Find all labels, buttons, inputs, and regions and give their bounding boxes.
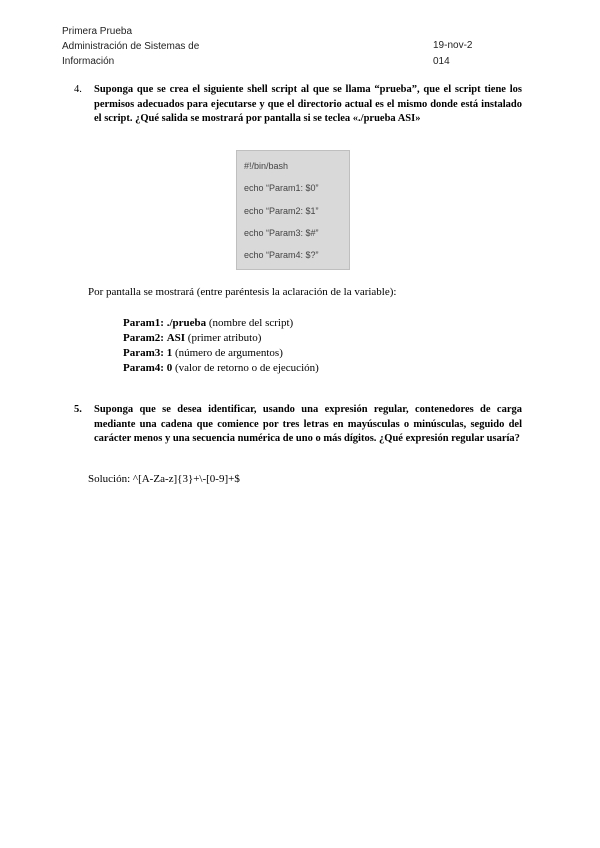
question-4-text: Suponga que se crea el siguiente shell script al que se llama “prueba”, que el script tiene los permisos adecuados para ejecutarse y que el directorio actual es el mismo donde está instalado el script. ¿Qué salida se mostrará por pantalla si se teclea «./prueba ASI» <box>94 84 522 124</box>
header-date: 19-nov-2 <box>433 40 473 51</box>
param-value: ASI <box>166 332 186 344</box>
answer-param1 <box>123 316 293 330</box>
code-line: echo “Param4: $?” <box>244 250 319 260</box>
code-line: echo “Param3: $#” <box>244 228 319 238</box>
param-note: (primer atributo) <box>187 332 262 344</box>
code-block <box>236 150 350 270</box>
param-note: (número de argumentos) <box>174 347 283 359</box>
param-label: Param2: <box>123 332 164 344</box>
header-course-line3: Información <box>62 56 115 67</box>
answer-param4 <box>123 361 319 375</box>
param-value: ./prueba <box>166 317 207 329</box>
param-note: (valor de retorno o de ejecución) <box>174 362 319 374</box>
question-4-number: 4. <box>74 84 82 95</box>
header-course-line1: Primera Prueba <box>62 26 133 37</box>
code-line: echo “Param1: $0” <box>244 183 319 193</box>
param-value: 0 <box>166 362 173 374</box>
param-note: (nombre del script) <box>208 317 294 329</box>
question-5 <box>74 403 522 447</box>
question-5-text: Suponga que se desea identificar, usando una expresión regular, contenedores de carga mediante una cadena que comience por tres letras en mayúsculas o minúsculas, seguido del carácter menos y una secuencia numérica de uno o más dígitos. ¿Qué expresión regular usaría? <box>94 404 522 444</box>
param-label: Param1: <box>123 317 164 329</box>
question-4 <box>74 83 522 127</box>
code-line: #!/bin/bash <box>244 161 289 171</box>
answer-param3 <box>123 346 283 360</box>
answer-intro: Por pantalla se mostrará (entre paréntesis la aclaración de la variable): <box>88 286 397 298</box>
param-value: 1 <box>166 347 173 359</box>
question-5-number: 5. <box>74 404 82 415</box>
code-line: echo “Param2: $1” <box>244 206 319 216</box>
param-label: Param4: <box>123 362 164 374</box>
param-label: Param3: <box>123 347 164 359</box>
answer-param2 <box>123 331 261 345</box>
header-date-year: 014 <box>433 56 450 67</box>
header-course-line2: Administración de Sistemas de <box>62 41 200 52</box>
solution: Solución: ^[A-Za-z]{3}+\-[0-9]+$ <box>88 473 240 485</box>
